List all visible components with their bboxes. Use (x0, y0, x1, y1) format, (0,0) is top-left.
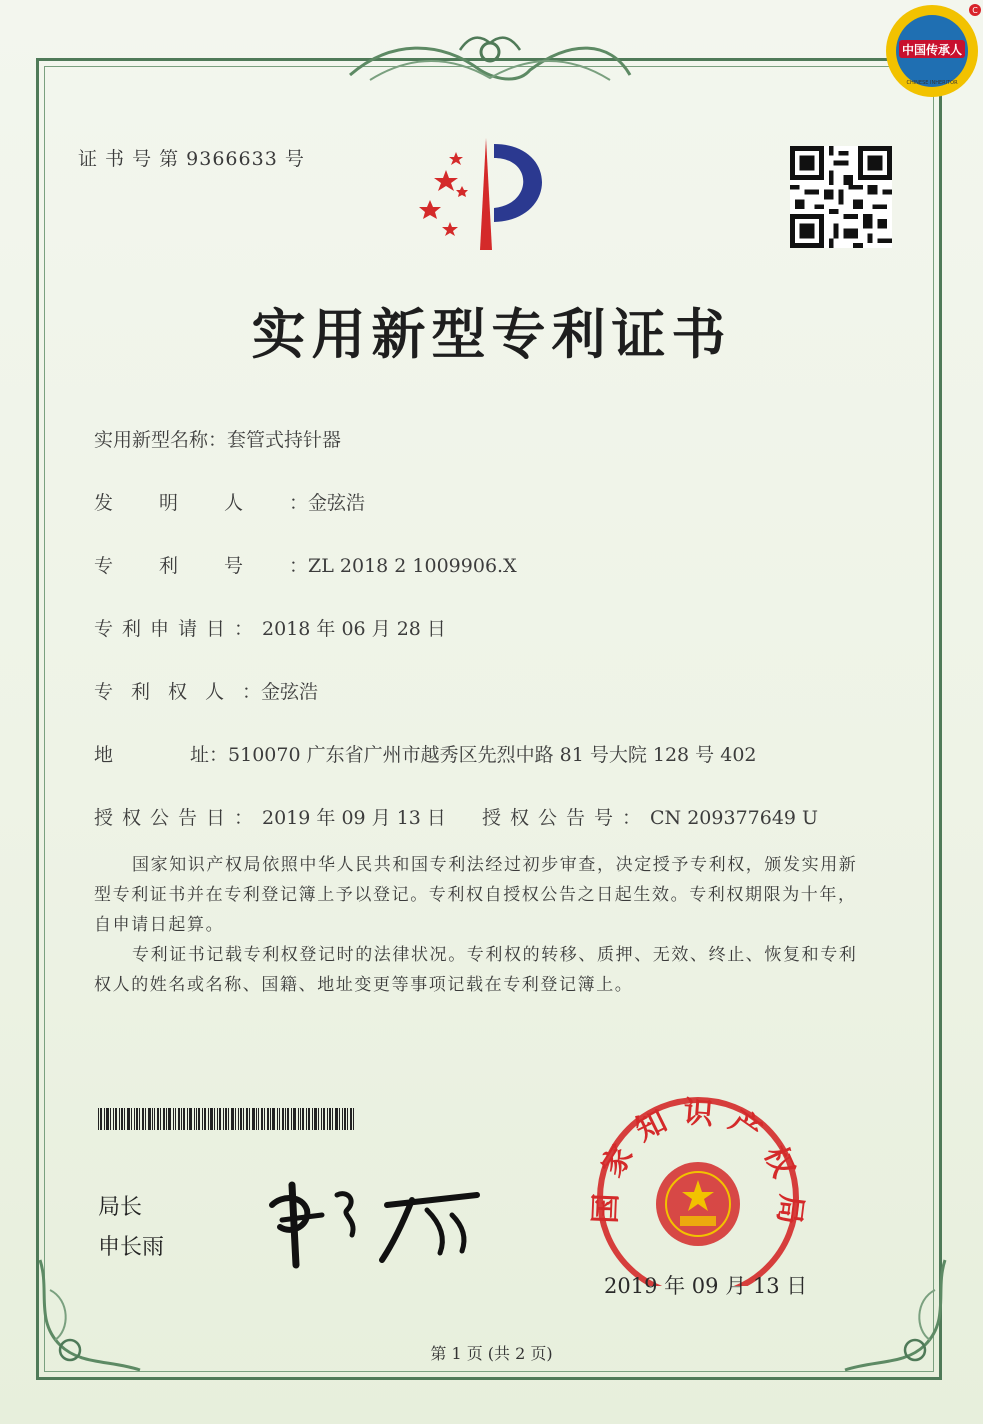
utility-name-value: 套管式持针器 (227, 429, 342, 451)
grant-announce-number-row (482, 803, 818, 830)
inheritor-badge-icon (883, 2, 981, 100)
director-title: 局长 (98, 1195, 143, 1220)
patent-number-label: 专利号 (94, 555, 290, 577)
certificate-number: 证 书 号 第 9366633 号 (78, 148, 305, 170)
grant-announce-number-value: CN 209377649 U (650, 807, 819, 829)
patentee-colon: ： (242, 681, 262, 703)
patent-number-row (94, 551, 517, 578)
badge-subtitle: CHINESE INHERITOR (906, 80, 958, 86)
patent-number-value: ZL 2018 2 1009906.X (308, 555, 517, 577)
utility-name-row (94, 425, 341, 452)
grant-announce-number-label: 授权公告号： (482, 807, 651, 829)
filing-date-label: 专利申请日： (94, 618, 263, 640)
grant-announce-date-label: 授权公告日： (94, 807, 263, 829)
legal-paragraph-2: 专利证书记载专利权登记时的法律状况。专利权的转移、质押、无效、终止、恢复和专利权人的姓名或名称、国籍、地址变更等事项记载在专利登记簿上。 (94, 945, 858, 995)
qr-code-icon (790, 146, 892, 248)
barcode-icon (98, 1108, 358, 1130)
official-seal-icon (582, 1086, 814, 1286)
seal-text: 国家知识产权局 (588, 1094, 809, 1241)
legal-paragraph-1: 国家知识产权局依照中华人民共和国专利法经过初步审查，决定授予专利权，颁发实用新型专利证书并在专利登记簿上予以登记。专利权自授权公告之日起生效。专利权期限为十年，自申请日起算。 (94, 855, 858, 935)
patentee-value: 金弦浩 (261, 681, 319, 703)
badge-label: 中国传承人 (901, 43, 963, 57)
utility-name-label: 实用新型名称： (94, 429, 228, 451)
filing-date-row (94, 614, 446, 641)
cnipa-logo-icon (408, 130, 568, 252)
director-signature-icon (262, 1165, 492, 1275)
address-label-2: 址： (190, 744, 229, 766)
patentee-row (94, 677, 318, 704)
inventor-colon: ： (289, 492, 309, 514)
inventor-row (94, 488, 365, 515)
grant-announce-date-row (94, 803, 446, 830)
inventor-value: 金弦浩 (308, 492, 366, 514)
address-value: 510070 广东省广州市越秀区先烈中路 81 号大院 128 号 402 (228, 744, 757, 766)
page-indicator: 第 1 页 (共 2 页) (430, 1344, 553, 1363)
filing-date-value: 2018 年 06 月 28 日 (262, 618, 446, 640)
address-label: 地 (94, 744, 114, 766)
director-name: 申长雨 (98, 1235, 165, 1260)
address-row (94, 740, 757, 767)
patent-number-colon: ： (289, 555, 309, 577)
grant-date: 2019 年 09 月 13 日 (604, 1274, 808, 1298)
grant-announce-date-value: 2019 年 09 月 13 日 (262, 807, 446, 829)
inventor-label: 发明人 (94, 492, 290, 514)
patentee-label: 专利权人 (94, 681, 243, 703)
top-ornament-icon (330, 30, 650, 90)
certificate-title: 实用新型专利证书 (251, 302, 732, 366)
badge-mark: C (972, 6, 978, 15)
